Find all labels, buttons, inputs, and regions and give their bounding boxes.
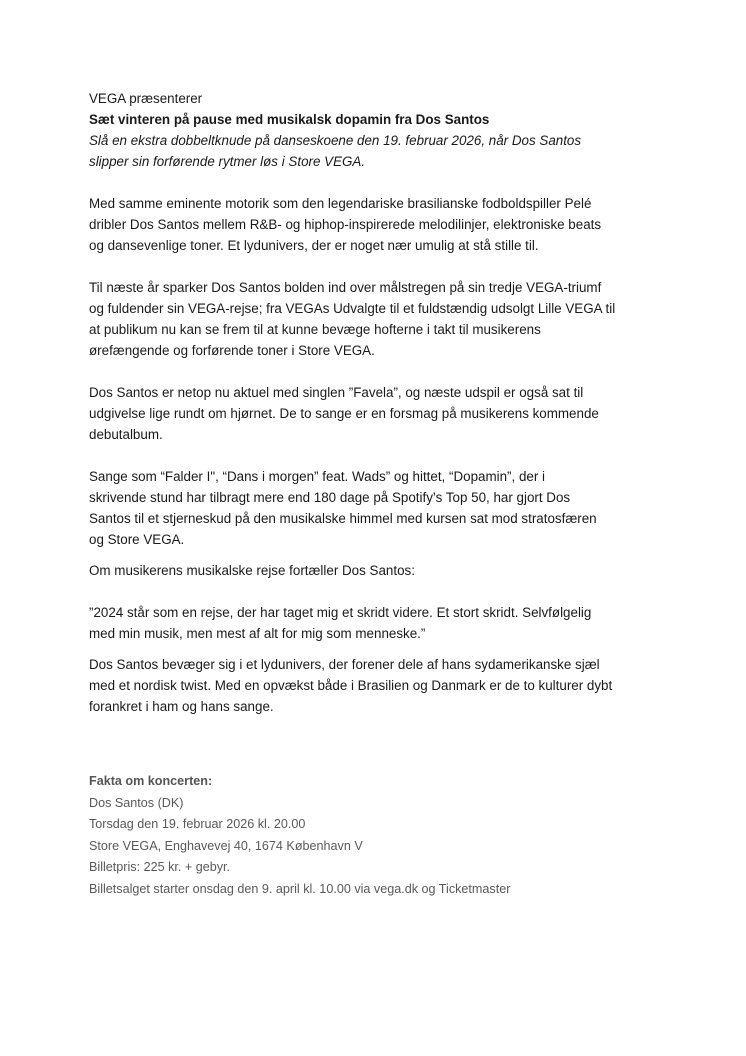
facts-ticket-sale: Billetsalget starter onsdag den 9. april kl. 10.00 via vega.dk og Ticketmaster xyxy=(89,881,511,896)
quote-paragraph xyxy=(89,602,669,644)
paragraph-line: at publikum nu kan se frem til at kunne bevæge hofterne i takt til musikerens xyxy=(89,322,541,337)
headline: Sæt vinteren på pause med musikalsk dopamin fra Dos Santos xyxy=(89,112,490,127)
body-paragraph-5 xyxy=(89,560,669,581)
quote-line: ”2024 står som en rejse, der har taget mig et skridt videre. Et stort skridt. Selvfølgelig xyxy=(89,605,592,620)
press-release xyxy=(89,88,669,717)
paragraph-line: Dos Santos er netop nu aktuel med singlen ”Favela”, og næste udspil er også sat til xyxy=(89,385,584,400)
paragraph-line: og dansevenlige toner. Et lydunivers, der er noget nær umulig at stå stille til. xyxy=(89,238,539,253)
facts-title: Fakta om koncerten: xyxy=(89,774,213,788)
paragraph-line: og Store VEGA. xyxy=(89,532,185,547)
body-paragraph-1 xyxy=(89,193,669,256)
body-paragraph-3 xyxy=(89,382,669,445)
body-paragraph-2 xyxy=(89,277,669,361)
facts-date: Torsdag den 19. februar 2026 kl. 20.00 xyxy=(89,817,306,832)
paragraph-line: udgivelse lige rundt om hjørnet. De to sange er en forsmag på musikerens kommende xyxy=(89,406,599,421)
paragraph-line: med et nordisk twist. Med en opvækst både i Brasilien og Danmark er de to kulturer dybt xyxy=(89,678,613,693)
paragraph-line: forankret i ham og hans sange. xyxy=(89,699,274,714)
concert-facts xyxy=(89,771,510,901)
paragraph-line: ørefængende og forførende toner i Store VEGA. xyxy=(89,343,375,358)
paragraph-line: dribler Dos Santos mellem R&B- og hiphop-inspirerede melodilinjer, elektroniske beats xyxy=(89,217,602,232)
paragraph-line: Om musikerens musikalske rejse fortæller Dos Santos: xyxy=(89,563,415,578)
paragraph-line: Til næste år sparker Dos Santos bolden ind over målstregen på sin tredje VEGA-triumf xyxy=(89,280,602,295)
paragraph-line: og fuldender sin VEGA-rejse; fra VEGAs Udvalgte til et fuldstændig udsolgt Lille VEGA til xyxy=(89,301,616,316)
lead-paragraph xyxy=(89,130,669,172)
paragraph-line: Sange som “Falder I", “Dans i morgen” feat. Wads” og hittet, “Dopamin”, der i xyxy=(89,469,545,484)
body-paragraph-6 xyxy=(89,654,669,717)
lead-line: Slå en ekstra dobbeltknude på danseskoene den 19. februar 2026, når Dos Santos xyxy=(89,133,582,148)
facts-venue: Store VEGA, Enghavevej 40, 1674 København V xyxy=(89,838,363,853)
paragraph-line: skrivende stund har tilbragt mere end 180 dage på Spotify’s Top 50, har gjort Dos xyxy=(89,490,571,505)
facts-price: Billetpris: 225 kr. + gebyr. xyxy=(89,860,231,875)
paragraph-line: Med samme eminente motorik som den legendariske brasilianske fodboldspiller Pelé xyxy=(89,196,592,211)
body-paragraph-4 xyxy=(89,466,669,550)
paragraph-line: Dos Santos bevæger sig i et lydunivers, der forener dele af hans sydamerikanske sjæl xyxy=(89,657,600,672)
paragraph-line: Santos til et stjerneskud på den musikalske himmel med kursen sat mod stratosfæren xyxy=(89,511,597,526)
facts-artist: Dos Santos (DK) xyxy=(89,795,184,810)
presenter-line: VEGA præsenterer xyxy=(89,91,203,106)
paragraph-line: debutalbum. xyxy=(89,427,163,442)
quote-line: med min musik, men mest af alt for mig som menneske.” xyxy=(89,626,426,641)
lead-line: slipper sin forførende rytmer løs i Store VEGA. xyxy=(89,154,366,169)
